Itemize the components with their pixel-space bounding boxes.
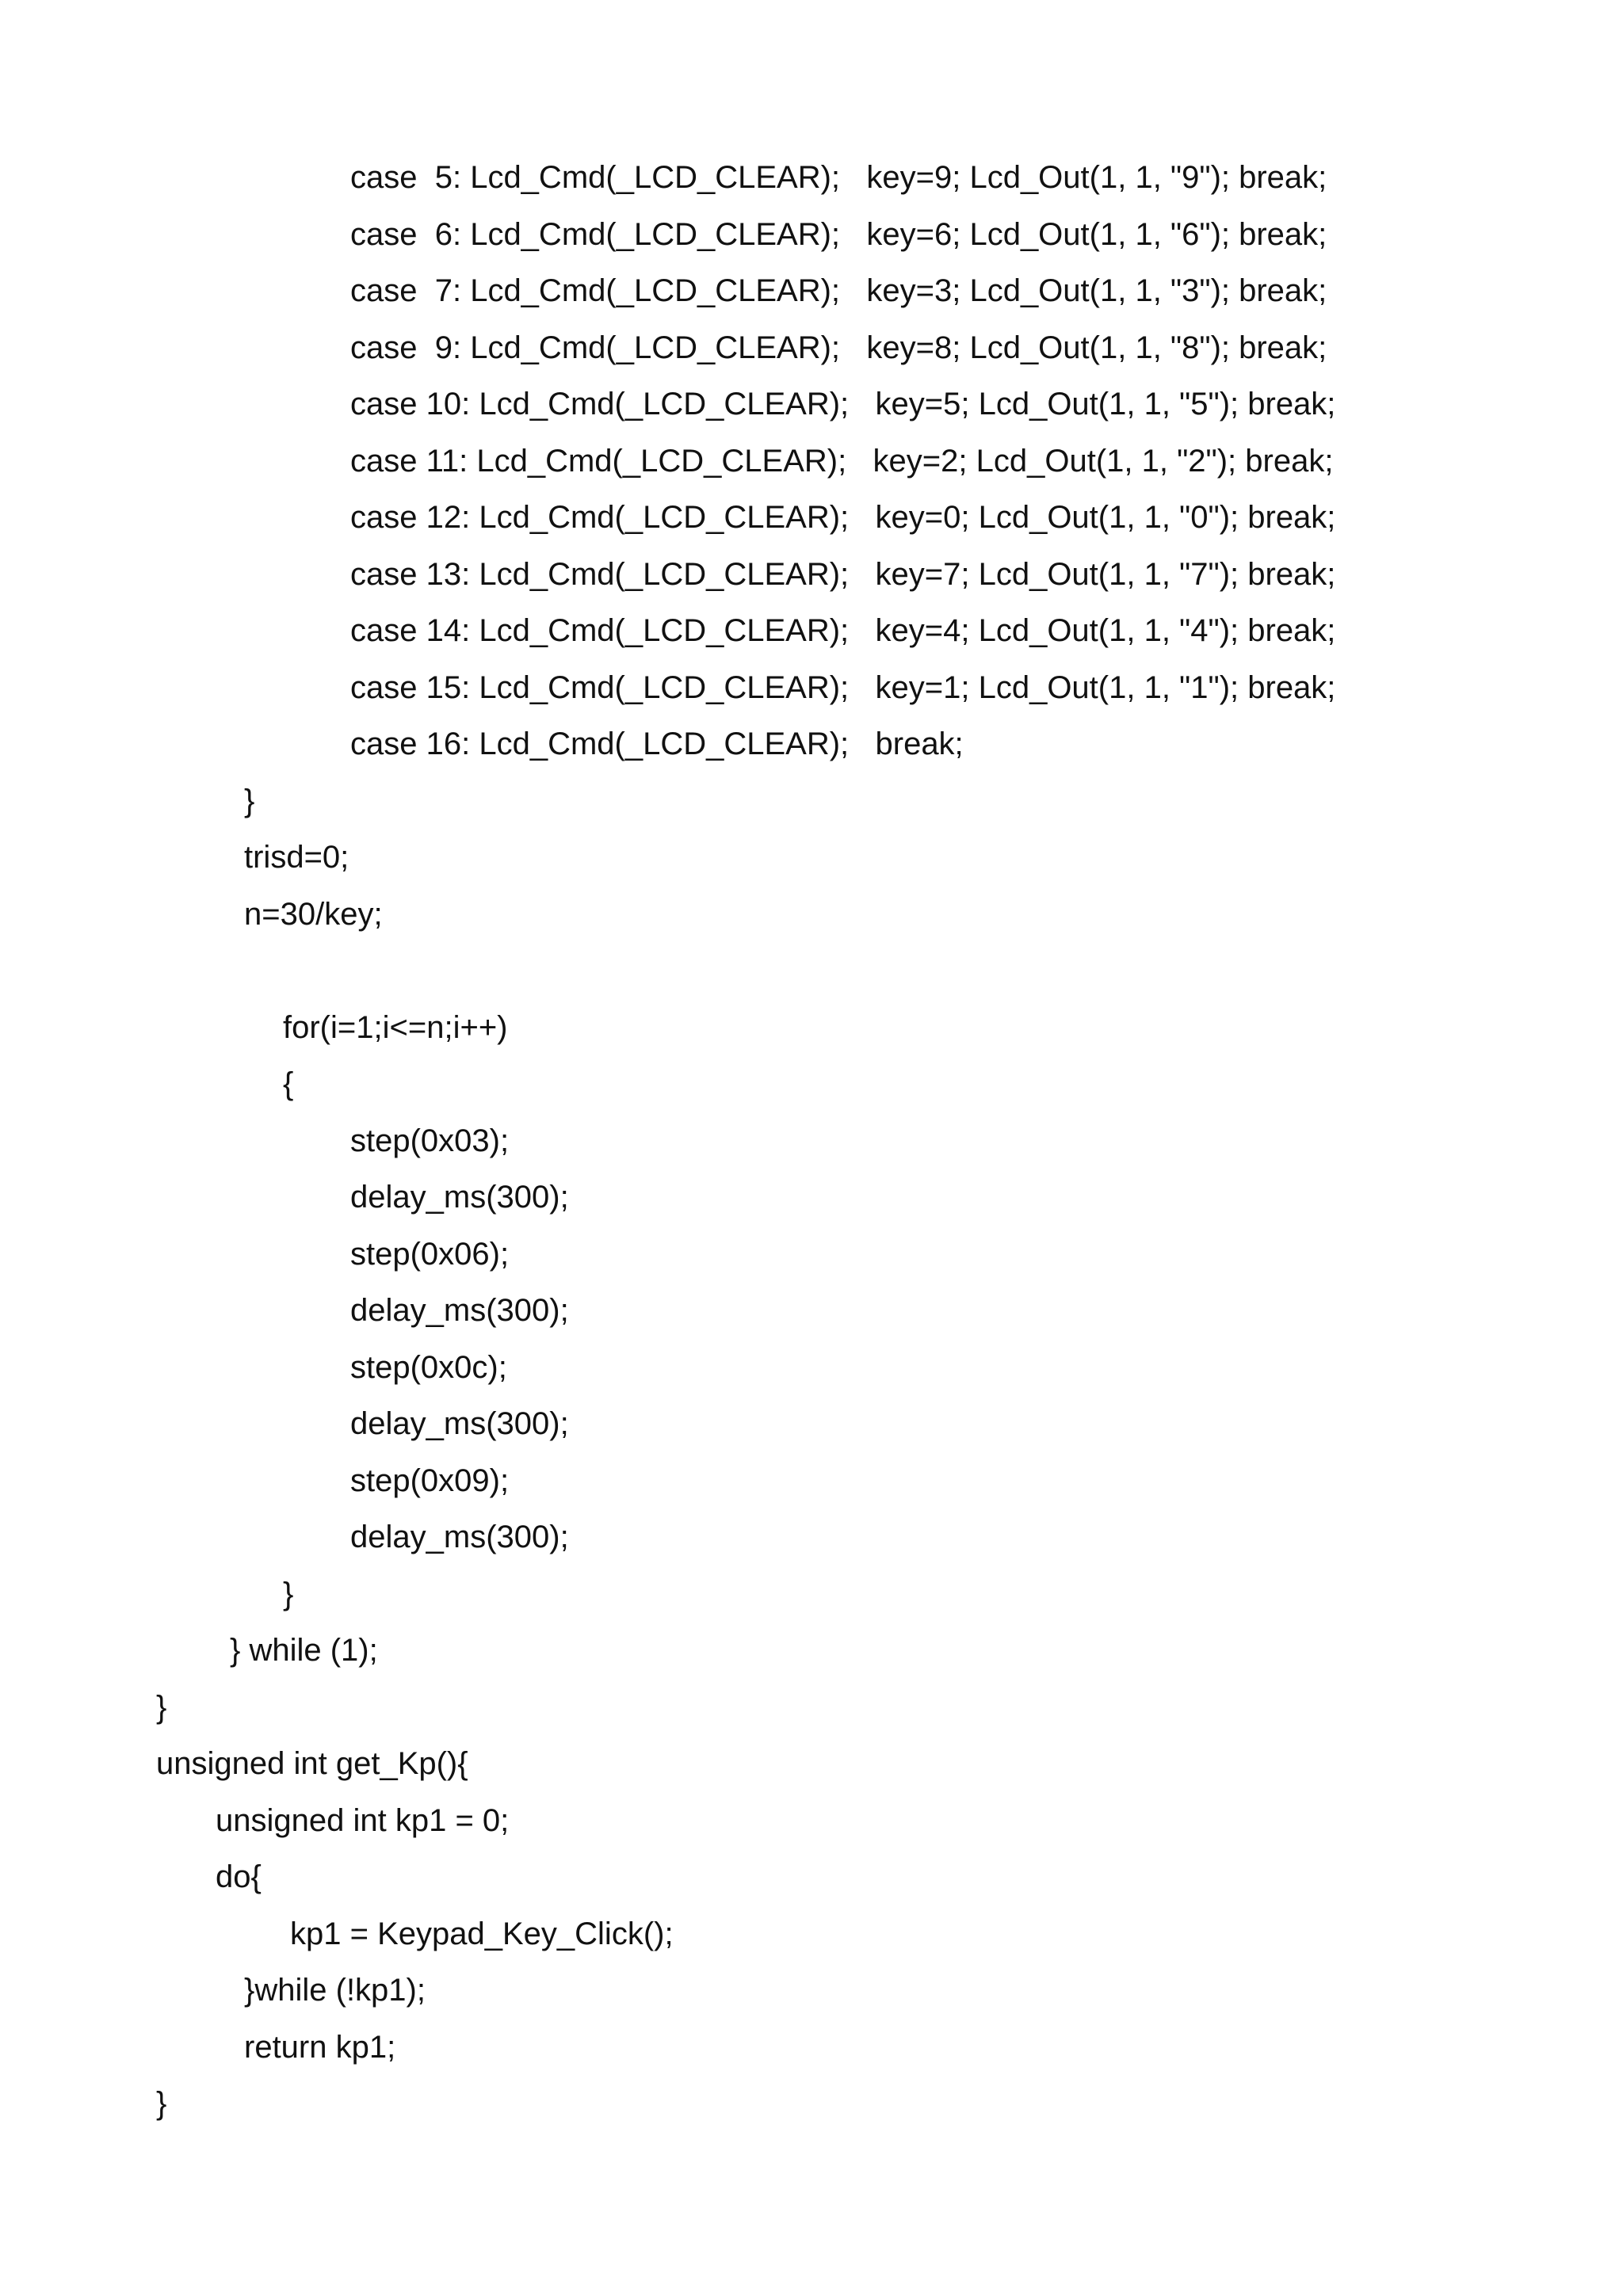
code-line: case 10: Lcd_Cmd(_LCD_CLEAR); key=5; Lcd_Out(1, 1, "5"); break; — [350, 387, 1336, 421]
code-line: case 5: Lcd_Cmd(_LCD_CLEAR); key=9; Lcd_Out(1, 1, "9"); break; — [350, 160, 1327, 195]
code-line: unsigned int kp1 = 0; — [216, 1803, 510, 1838]
code-line: for(i=1;i<=n;i++) — [283, 1010, 508, 1045]
code-line: } — [156, 2086, 167, 2121]
code-line: { — [283, 1066, 294, 1101]
code-line: } while (1); — [230, 1633, 378, 1668]
code-line: do{ — [216, 1859, 262, 1894]
code-line: } — [244, 784, 255, 818]
code-line: case 14: Lcd_Cmd(_LCD_CLEAR); key=4; Lcd_Out(1, 1, "4"); break; — [350, 613, 1336, 648]
code-line: case 15: Lcd_Cmd(_LCD_CLEAR); key=1; Lcd_Out(1, 1, "1"); break; — [350, 670, 1336, 705]
code-line: delay_ms(300); — [350, 1180, 569, 1215]
code-line: step(0x09); — [350, 1463, 510, 1498]
code-line: case 11: Lcd_Cmd(_LCD_CLEAR); key=2; Lcd_Out(1, 1, "2"); break; — [350, 444, 1334, 479]
code-line: case 16: Lcd_Cmd(_LCD_CLEAR); break; — [350, 727, 964, 761]
code-line: return kp1; — [244, 2030, 396, 2065]
code-line: } — [156, 1690, 167, 1725]
code-line: case 13: Lcd_Cmd(_LCD_CLEAR); key=7; Lcd_Out(1, 1, "7"); break; — [350, 557, 1336, 592]
code-line: case 9: Lcd_Cmd(_LCD_CLEAR); key=8; Lcd_Out(1, 1, "8"); break; — [350, 330, 1327, 365]
code-line: step(0x06); — [350, 1237, 510, 1272]
code-line: n=30/key; — [244, 897, 383, 932]
code-line: unsigned int get_Kp(){ — [156, 1746, 468, 1781]
code-line: delay_ms(300); — [350, 1520, 569, 1554]
code-line: delay_ms(300); — [350, 1293, 569, 1328]
code-line: step(0x03); — [350, 1123, 510, 1158]
code-line: case 12: Lcd_Cmd(_LCD_CLEAR); key=0; Lcd_Out(1, 1, "0"); break; — [350, 500, 1336, 535]
code-line: case 7: Lcd_Cmd(_LCD_CLEAR); key=3; Lcd_Out(1, 1, "3"); break; — [350, 273, 1327, 308]
code-line: kp1 = Keypad_Key_Click(); — [290, 1917, 674, 1951]
code-line: } — [283, 1577, 294, 1611]
code-line: step(0x0c); — [350, 1350, 507, 1385]
code-line: delay_ms(300); — [350, 1406, 569, 1441]
code-line: case 6: Lcd_Cmd(_LCD_CLEAR); key=6; Lcd_Out(1, 1, "6"); break; — [350, 217, 1327, 252]
code-line: }while (!kp1); — [244, 1973, 426, 2008]
code-line: trisd=0; — [244, 840, 349, 875]
